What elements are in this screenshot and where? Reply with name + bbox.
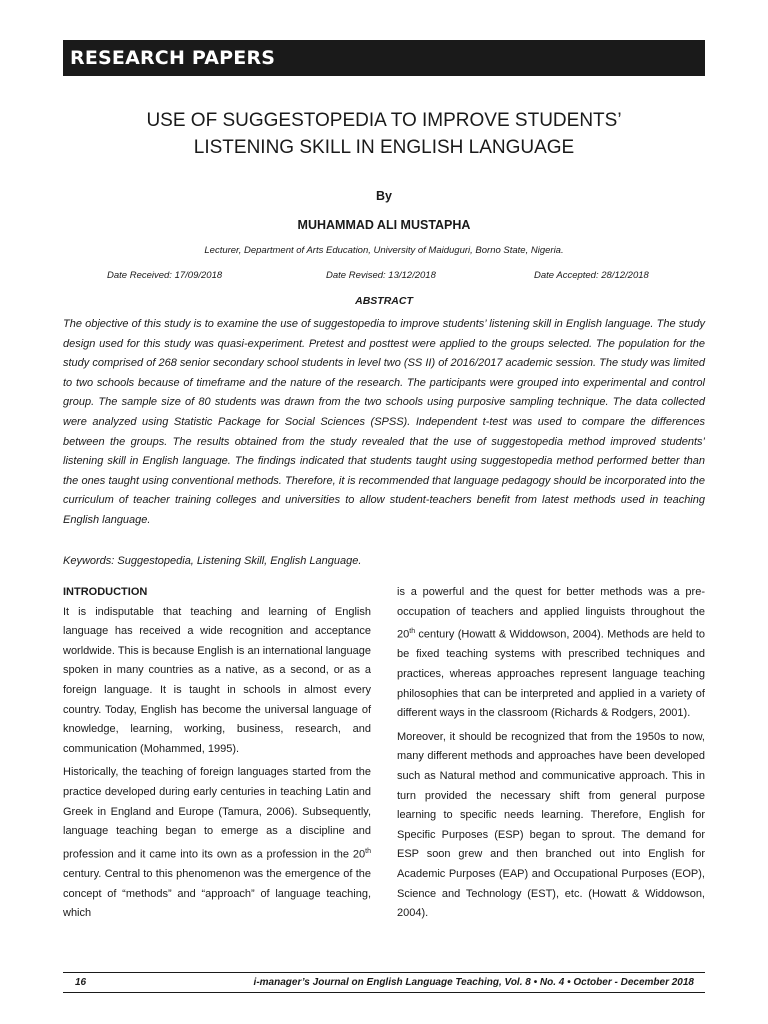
date-received: Date Received: 17/09/2018 (107, 270, 223, 281)
introduction-heading: INTRODUCTION (63, 586, 148, 598)
intro-paragraph-2 (63, 763, 371, 923)
superscript-th: th (365, 847, 371, 855)
abstract-text: The objective of this study is to examine the use of suggestopedia to improve students’ listening skill in English language. The study design used for this study was quasi-experiment. Pretest and posttest were applied to the groups selected. The population for the study comprised of 268 senior secondary school students in level two (SS II) of 2016/2017 academic session. The study was limited to two schools because of timeframe and the nature of the research. The participants were grouped into experimental and control group. The sample size of 80 students was drawn from the two schools using purposive sampling technique. The data collected were analyzed using Statistic Package for Social Sciences (SPSS). Independent t-test was used to compare the differences between the groups. The results obtained from the study revealed that the use of suggestopedia method improved students’ listening skill in English language. The findings indicated that students taught using suggestopedia method performed better than the ones taught using conventional methods. Therefore, it is recommended that language pedagogy should be incorporated into the curriculum of teacher training colleges and universities to allow student-teachers benefit from latest methods used in teaching English language. (63, 318, 705, 526)
by-label: By (376, 189, 392, 203)
intro-paragraph-2-part-a: Historically, the teaching of foreign languages started from the practice developed during early centuries in teaching Latin and Greek in England and Europe (Tamura, 2006). Subsequently, language teaching began to emerge as a discipline and profession and it came into its own as a profession in the 20 (63, 766, 371, 861)
date-revised: Date Revised: 13/12/2018 (326, 270, 436, 281)
keywords: Keywords: Suggestopedia, Listening Skill, English Language. (63, 555, 362, 567)
intro-paragraph-2-part-b: century. Central to this phenomenon was the emergence of the concept of “methods” and “approach” of language teaching, which (63, 867, 371, 920)
left-column (63, 583, 371, 928)
intro-paragraph-3 (397, 583, 705, 724)
intro-paragraph-3-part-a: is a powerful and the quest for better methods was a pre-occupation of teachers and applied linguists throughout the 20 (397, 586, 705, 641)
page-number: 16 (75, 977, 87, 988)
right-column (397, 583, 705, 928)
footer-rule-top (63, 972, 705, 973)
paper-title (63, 107, 705, 161)
intro-paragraph-1: It is indisputable that teaching and learning of English language has received a wide recognition and acceptance worldwide. This is because English is an international language spoken in many countries as a native, as a second, or as a foreign language. It is taught in schools in almost every country. Today, English has become the universal language of knowledge, learning, working, business, research, and communication (Mohammed, 1995). (63, 605, 371, 755)
author-name: MUHAMMAD ALI MUSTAPHA (297, 218, 471, 232)
author-affiliation: Lecturer, Department of Arts Education, University of Maiduguri, Borno State, Nigeria. (204, 245, 564, 256)
date-accepted: Date Accepted: 28/12/2018 (534, 270, 649, 281)
abstract-heading: ABSTRACT (355, 295, 413, 307)
title-line-1: USE OF SUGGESTOPEDIA TO IMPROVE STUDENTS’ (146, 110, 622, 131)
intro-paragraph-4: Moreover, it should be recognized that from the 1950s to now, many different methods and approaches have been developed such as Natural method and communicative approach. This in turn provided the necessary shift from general purpose learning to specific needs learning. Therefore, English for Specific Purposes (ESP) began to sprout. The demand for ESP soon grew and then branched out into English for Academic Purposes (EAP) and Occupational Purposes (EOP), Science and Technology (EST), etc. (Howatt & Widdowson, 2004). (397, 730, 705, 920)
journal-citation: i-manager’s Journal on English Language Teaching, Vol. 8 • No. 4 • October - December 2018 (253, 977, 694, 988)
section-banner: RESEARCH PAPERS (63, 40, 705, 76)
footer-rule-bottom (63, 992, 705, 993)
superscript-th: th (409, 628, 416, 636)
title-line-2: LISTENING SKILL IN ENGLISH LANGUAGE (193, 137, 575, 158)
intro-paragraph-3-part-b: century (Howatt & Widdowson, 2004). Methods are held to be fixed teaching systems with prescribed techniques and practices, whereas approaches represent language teaching philosophies that can be interpreted and applied in a variety of different ways in the classroom (Richards & Rodgers, 2001). (397, 628, 705, 720)
